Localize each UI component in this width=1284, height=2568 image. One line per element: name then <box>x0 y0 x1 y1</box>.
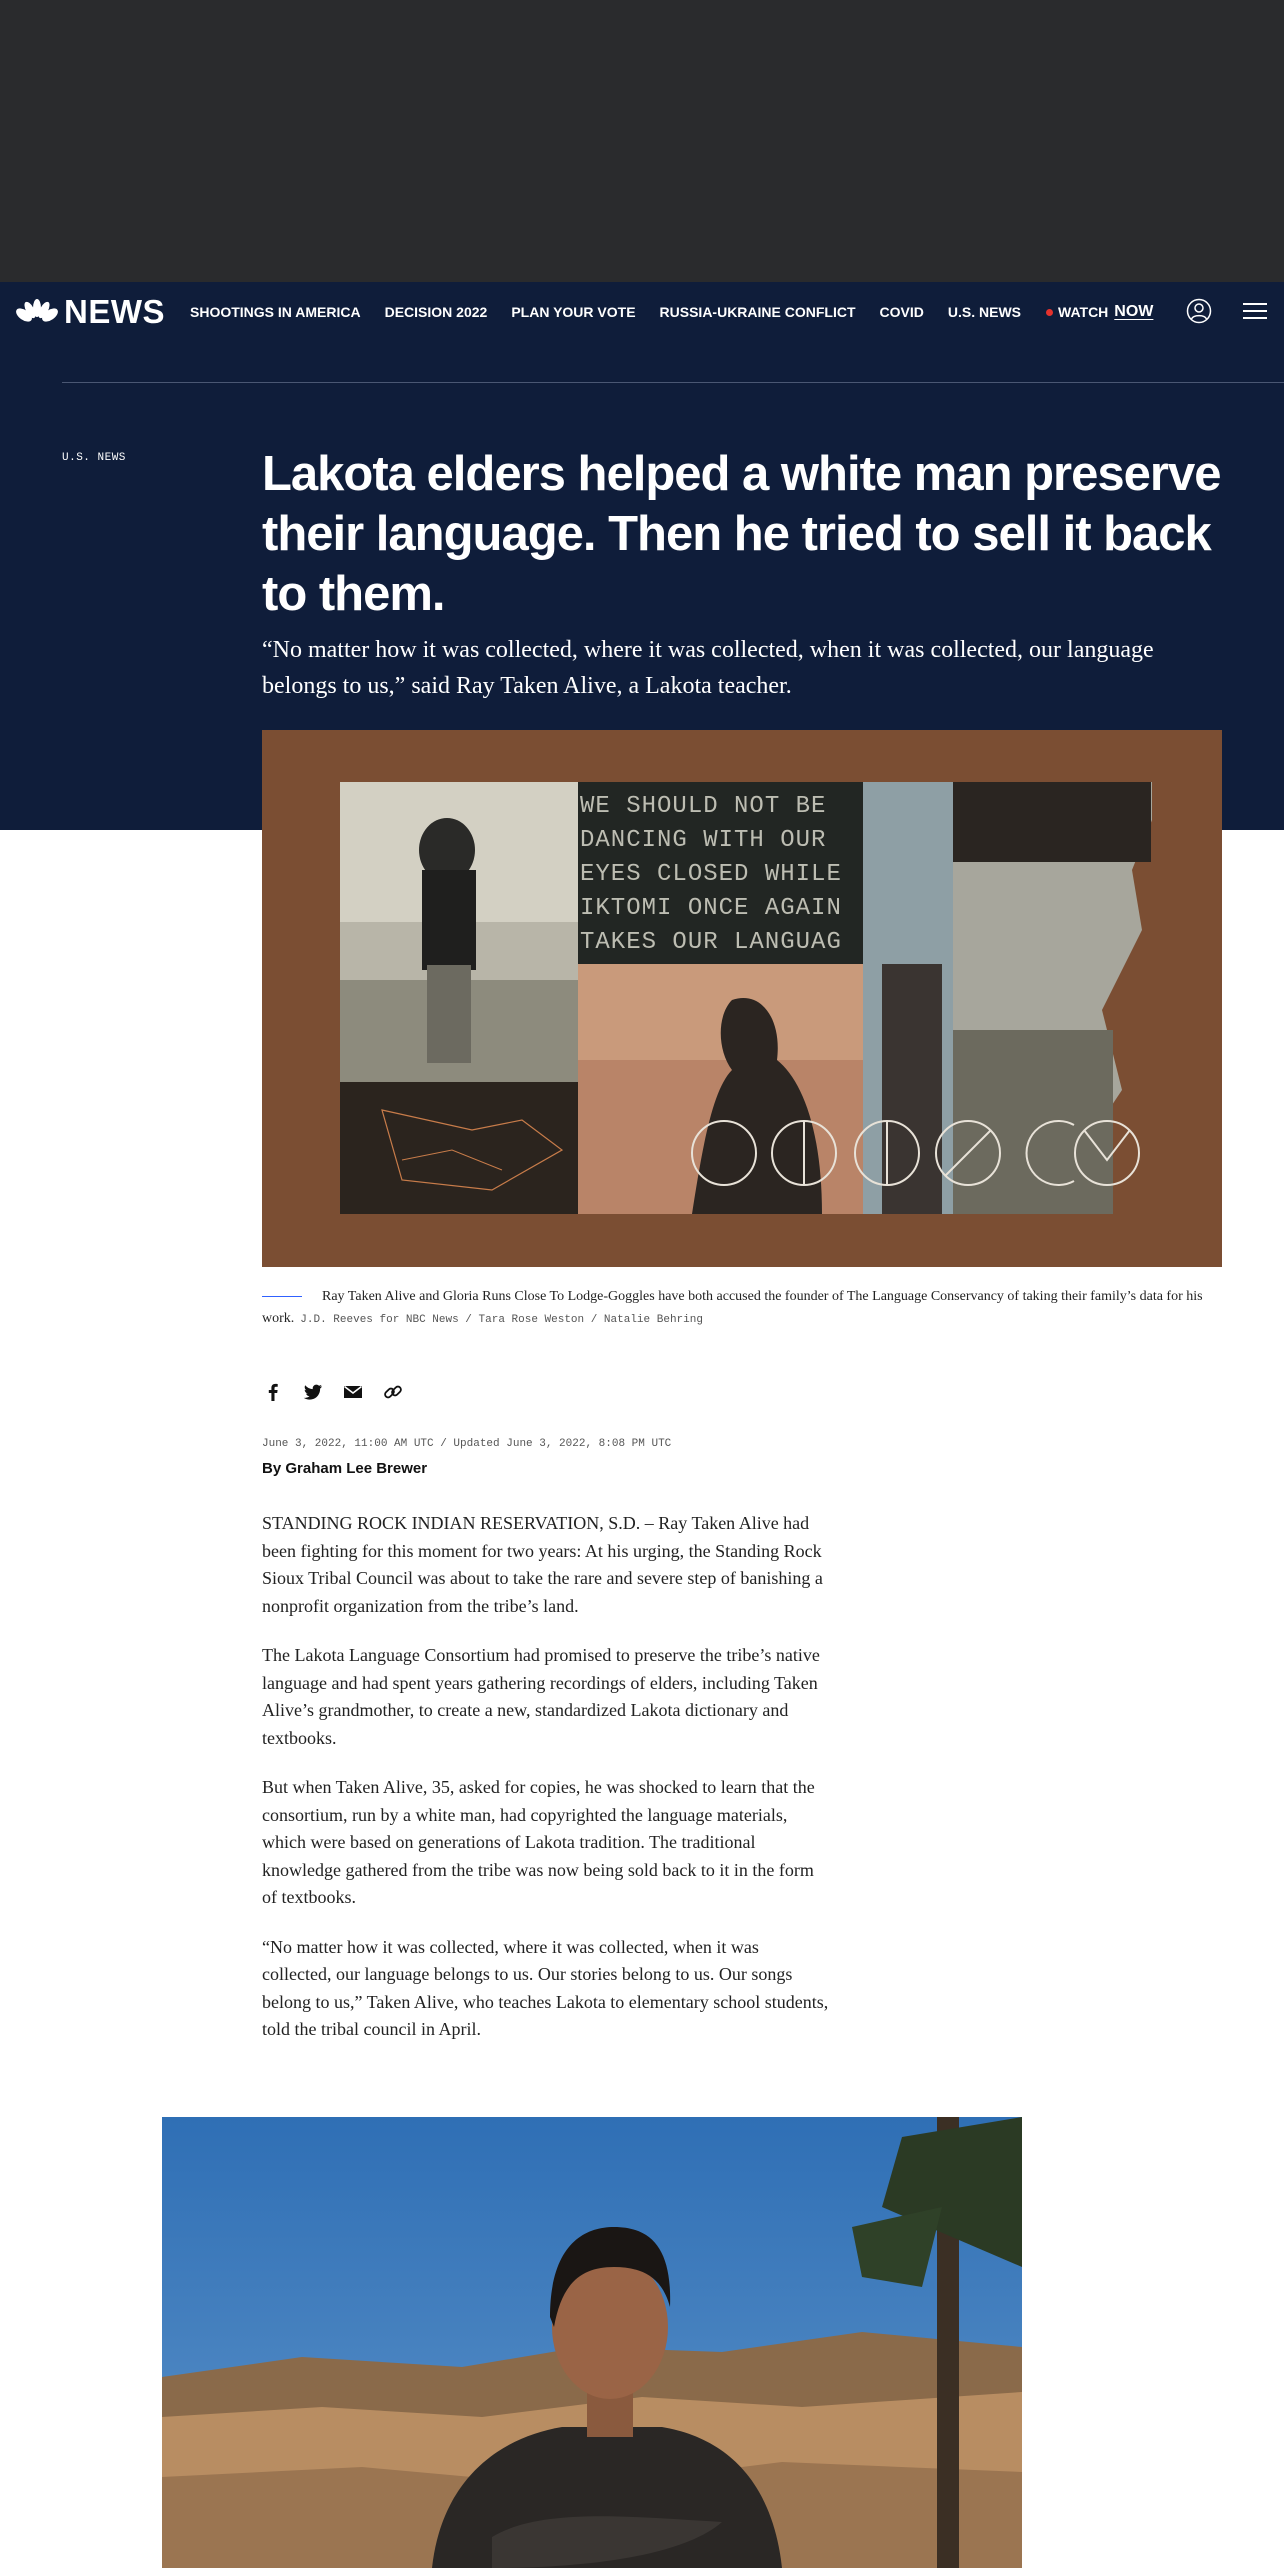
nav-link-plan-your-vote[interactable]: PLAN YOUR VOTE <box>511 304 636 320</box>
nbc-news-logo[interactable] <box>16 294 165 330</box>
article-paragraph: The Lakota Language Consortium had promised to preserve the tribe’s native language and had spent years gathering recordings of elders, including Taken Alive’s grandmother, to create a new, standardized Lakota dictionary and textbooks. <box>262 1645 820 1748</box>
live-indicator-icon <box>1046 309 1053 316</box>
peacock-icon <box>16 299 58 325</box>
hero-image <box>262 730 1222 1267</box>
divider <box>62 382 1284 383</box>
email-icon[interactable] <box>342 1381 364 1403</box>
section-links <box>190 282 1045 342</box>
collage-line: TAKES OUR LANGUAG <box>580 929 842 956</box>
article-headline: Lakota elders helped a white man preserve their language. Then he tried to sell it back to them. <box>262 447 1221 621</box>
logo-wordmark: NEWS <box>64 293 165 330</box>
ad-placeholder <box>0 0 1284 282</box>
nav-link-covid[interactable]: COVID <box>879 304 924 320</box>
nav-link-decision-2022[interactable]: DECISION 2022 <box>384 304 488 320</box>
nav-link-russia-ukraine[interactable]: RUSSIA-UKRAINE CONFLICT <box>659 304 856 320</box>
facebook-icon[interactable] <box>262 1381 284 1403</box>
nav-link-shootings[interactable]: SHOOTINGS IN AMERICA <box>190 304 361 320</box>
link-icon[interactable] <box>382 1381 404 1403</box>
portrait-photo <box>162 2117 1022 2568</box>
watch-now-link[interactable] <box>1046 300 1153 324</box>
inline-photo <box>162 2117 1022 2568</box>
caption-rule <box>262 1296 302 1297</box>
watch-label: WATCH <box>1058 304 1109 320</box>
nav-link-us-news[interactable]: U.S. NEWS <box>947 304 1021 320</box>
article-paragraph: STANDING ROCK INDIAN RESERVATION, S.D. – Ray Taken Alive had been fighting for this moment for two years: At his urging, the Standing Rock Sioux Tribal Council was about to take the rare and severe step of banishing a nonprofit organization from the tribe’s land. <box>262 1513 823 1616</box>
collage-line: IKTOMI ONCE AGAIN <box>580 895 842 922</box>
article-dek: “No matter how it was collected, where it was collected, when it was collected, our language belongs to us,” said Ray Taken Alive, a Lakota teacher. <box>262 637 1154 699</box>
section-label[interactable]: U.S. NEWS <box>62 452 126 464</box>
article-paragraph: “No matter how it was collected, where it was collected, when it was collected, our language belongs to us. Our stories belong to us. Our songs belong to us,” Taken Alive, who teaches Lakota to elementary school students, told the tribal council in April. <box>262 1936 829 2039</box>
twitter-icon[interactable] <box>302 1381 324 1403</box>
caption-text: Ray Taken Alive and Gloria Runs Close To Lodge-Goggles have both accused the founder of The Language Conservancy of taking their family’s data for his work. <box>262 1289 1203 1326</box>
hero-collage <box>262 730 1222 1267</box>
publish-date: June 3, 2022, 11:00 AM UTC / Updated June 3, 2022, 8:08 PM UTC <box>262 1438 672 1450</box>
image-caption <box>262 1286 1222 1331</box>
share-bar <box>262 1378 422 1406</box>
hamburger-menu-icon[interactable] <box>1242 298 1268 324</box>
author-byline[interactable]: By Graham Lee Brewer <box>262 1460 428 1477</box>
article-paragraph: But when Taken Alive, 35, asked for copies, he was shocked to learn that the consortium, run by a white man, had copyrighted the language materials, which were based on generations of Lakota tradition. The traditional knowledge gathered from the tribe was now being sold back to it in the form of textbooks. <box>262 1777 815 1907</box>
collage-line: WE SHOULD NOT BE <box>580 793 827 820</box>
collage-line: EYES CLOSED WHILE <box>580 861 842 888</box>
user-account-icon[interactable] <box>1186 298 1212 324</box>
photo-credit: J.D. Reeves for NBC News / Tara Rose Weston / Natalie Behring <box>300 1314 703 1326</box>
collage-line: DANCING WITH OUR <box>580 827 827 854</box>
watch-now-label: NOW <box>1114 303 1154 320</box>
top-navigation <box>0 282 1284 342</box>
article-body <box>262 1510 830 2066</box>
